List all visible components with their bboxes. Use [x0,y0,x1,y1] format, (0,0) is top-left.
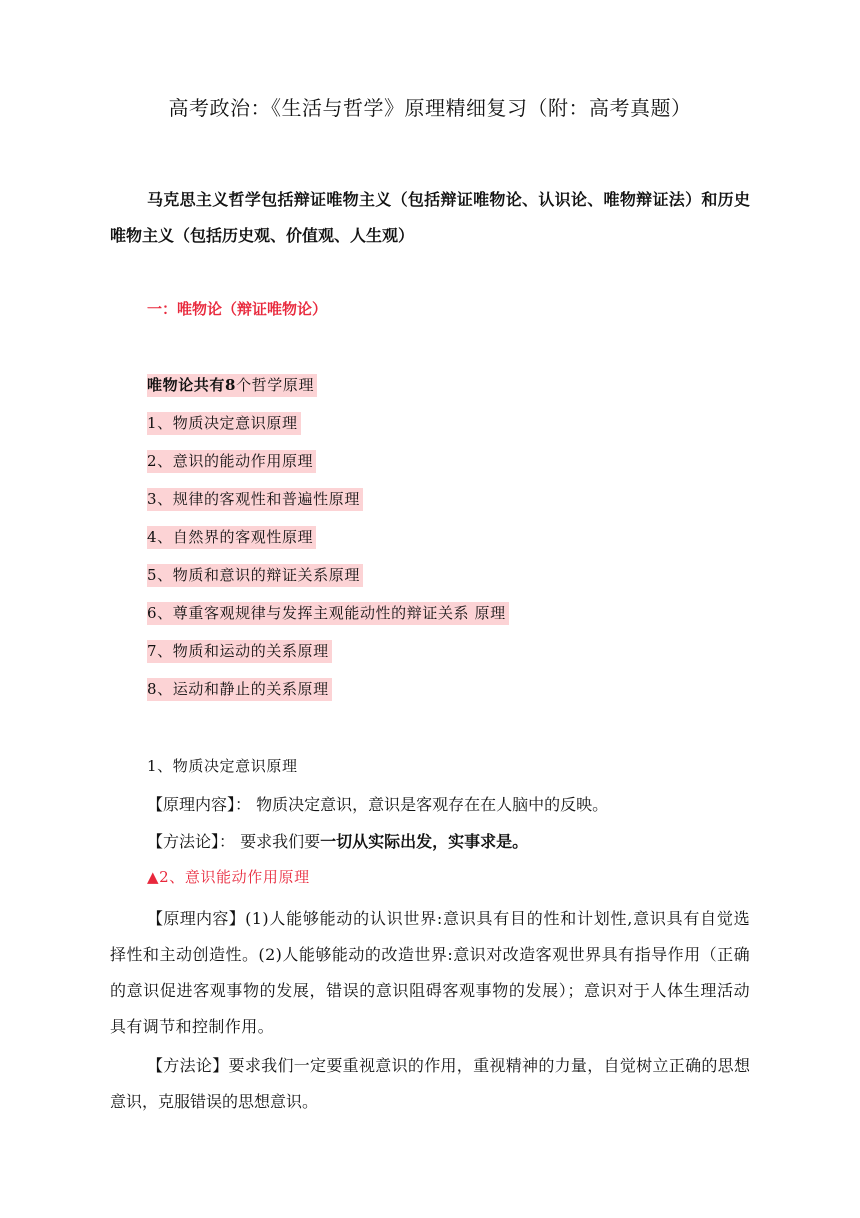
principles-header-lead: 唯物论共有 [147,376,226,394]
detail1-method-bold: 一切从实际出发，实事求是。 [320,832,529,851]
detail1-content [147,792,608,815]
principle-item: 3、规律的客观性和普遍性原理 [147,488,363,509]
detail1-content-text: 物质决定意识，意识是客观存在在人脑中的反映。 [256,795,609,814]
principles-header-tail: 个哲学原理 [236,376,315,394]
detail1-content-label: 【原理内容】： [147,795,252,814]
section-heading: 一：唯物论（辩证唯物论） [147,300,328,318]
principle-item: 4、自然界的客观性原理 [147,526,316,547]
detail1-heading: 1、物质决定意识原理 [147,757,298,775]
principles-header [147,374,317,395]
principle-item: 7、物质和运动的关系原理 [147,640,332,661]
principles-header-number: 8 [225,376,237,394]
detail1-method [147,829,528,852]
detail2-content-label: 【原理内容】 [147,909,246,928]
intro-paragraph: 马克思主义哲学包括辩证唯物主义（包括辩证唯物论、认识论、唯物辩证法）和历史唯物主义（包括历史观、价值观、人生观） [110,190,750,245]
detail1-method-plain: 要求我们要 [240,832,321,851]
principle-item: 6、尊重客观规律与发挥主观能动性的辩证关系 原理 [147,602,509,623]
principle-item: 2、意识的能动作用原理 [147,450,316,471]
principle-item: 1、物质决定意识原理 [147,412,301,433]
detail2-method [110,1048,750,1120]
detail2-method-text: 要求我们一定要重视意识的作用，重视精神的力量，自觉树立正确的思想意识，克服错误的思想意识。 [110,1056,750,1111]
detail1-method-label: 【方法论】： [147,832,236,851]
document-title: 高考政治：《生活与哲学》原理精细复习（附：高考真题） [168,96,692,120]
principle-item: 8、运动和静止的关系原理 [147,678,332,699]
detail2-method-label: 【方法论】 [147,1056,229,1075]
detail2-content-text: (1)人能够能动的认识世界:意识具有目的性和计划性,意识具有自觉选择性和主动创造性。(2)人能够能动的改造世界:意识对改造客观世界具有指导作用（正确的意识促进客观事物的发展，错误的意识阻碍客观事物的发展）；意识对于人体生理活动具有调节和控制作用。 [110,909,750,1036]
detail2-content [110,901,750,1045]
detail2-heading: ▲2、意识能动作用原理 [147,868,310,886]
principle-item: 5、物质和意识的辩证关系原理 [147,564,363,585]
